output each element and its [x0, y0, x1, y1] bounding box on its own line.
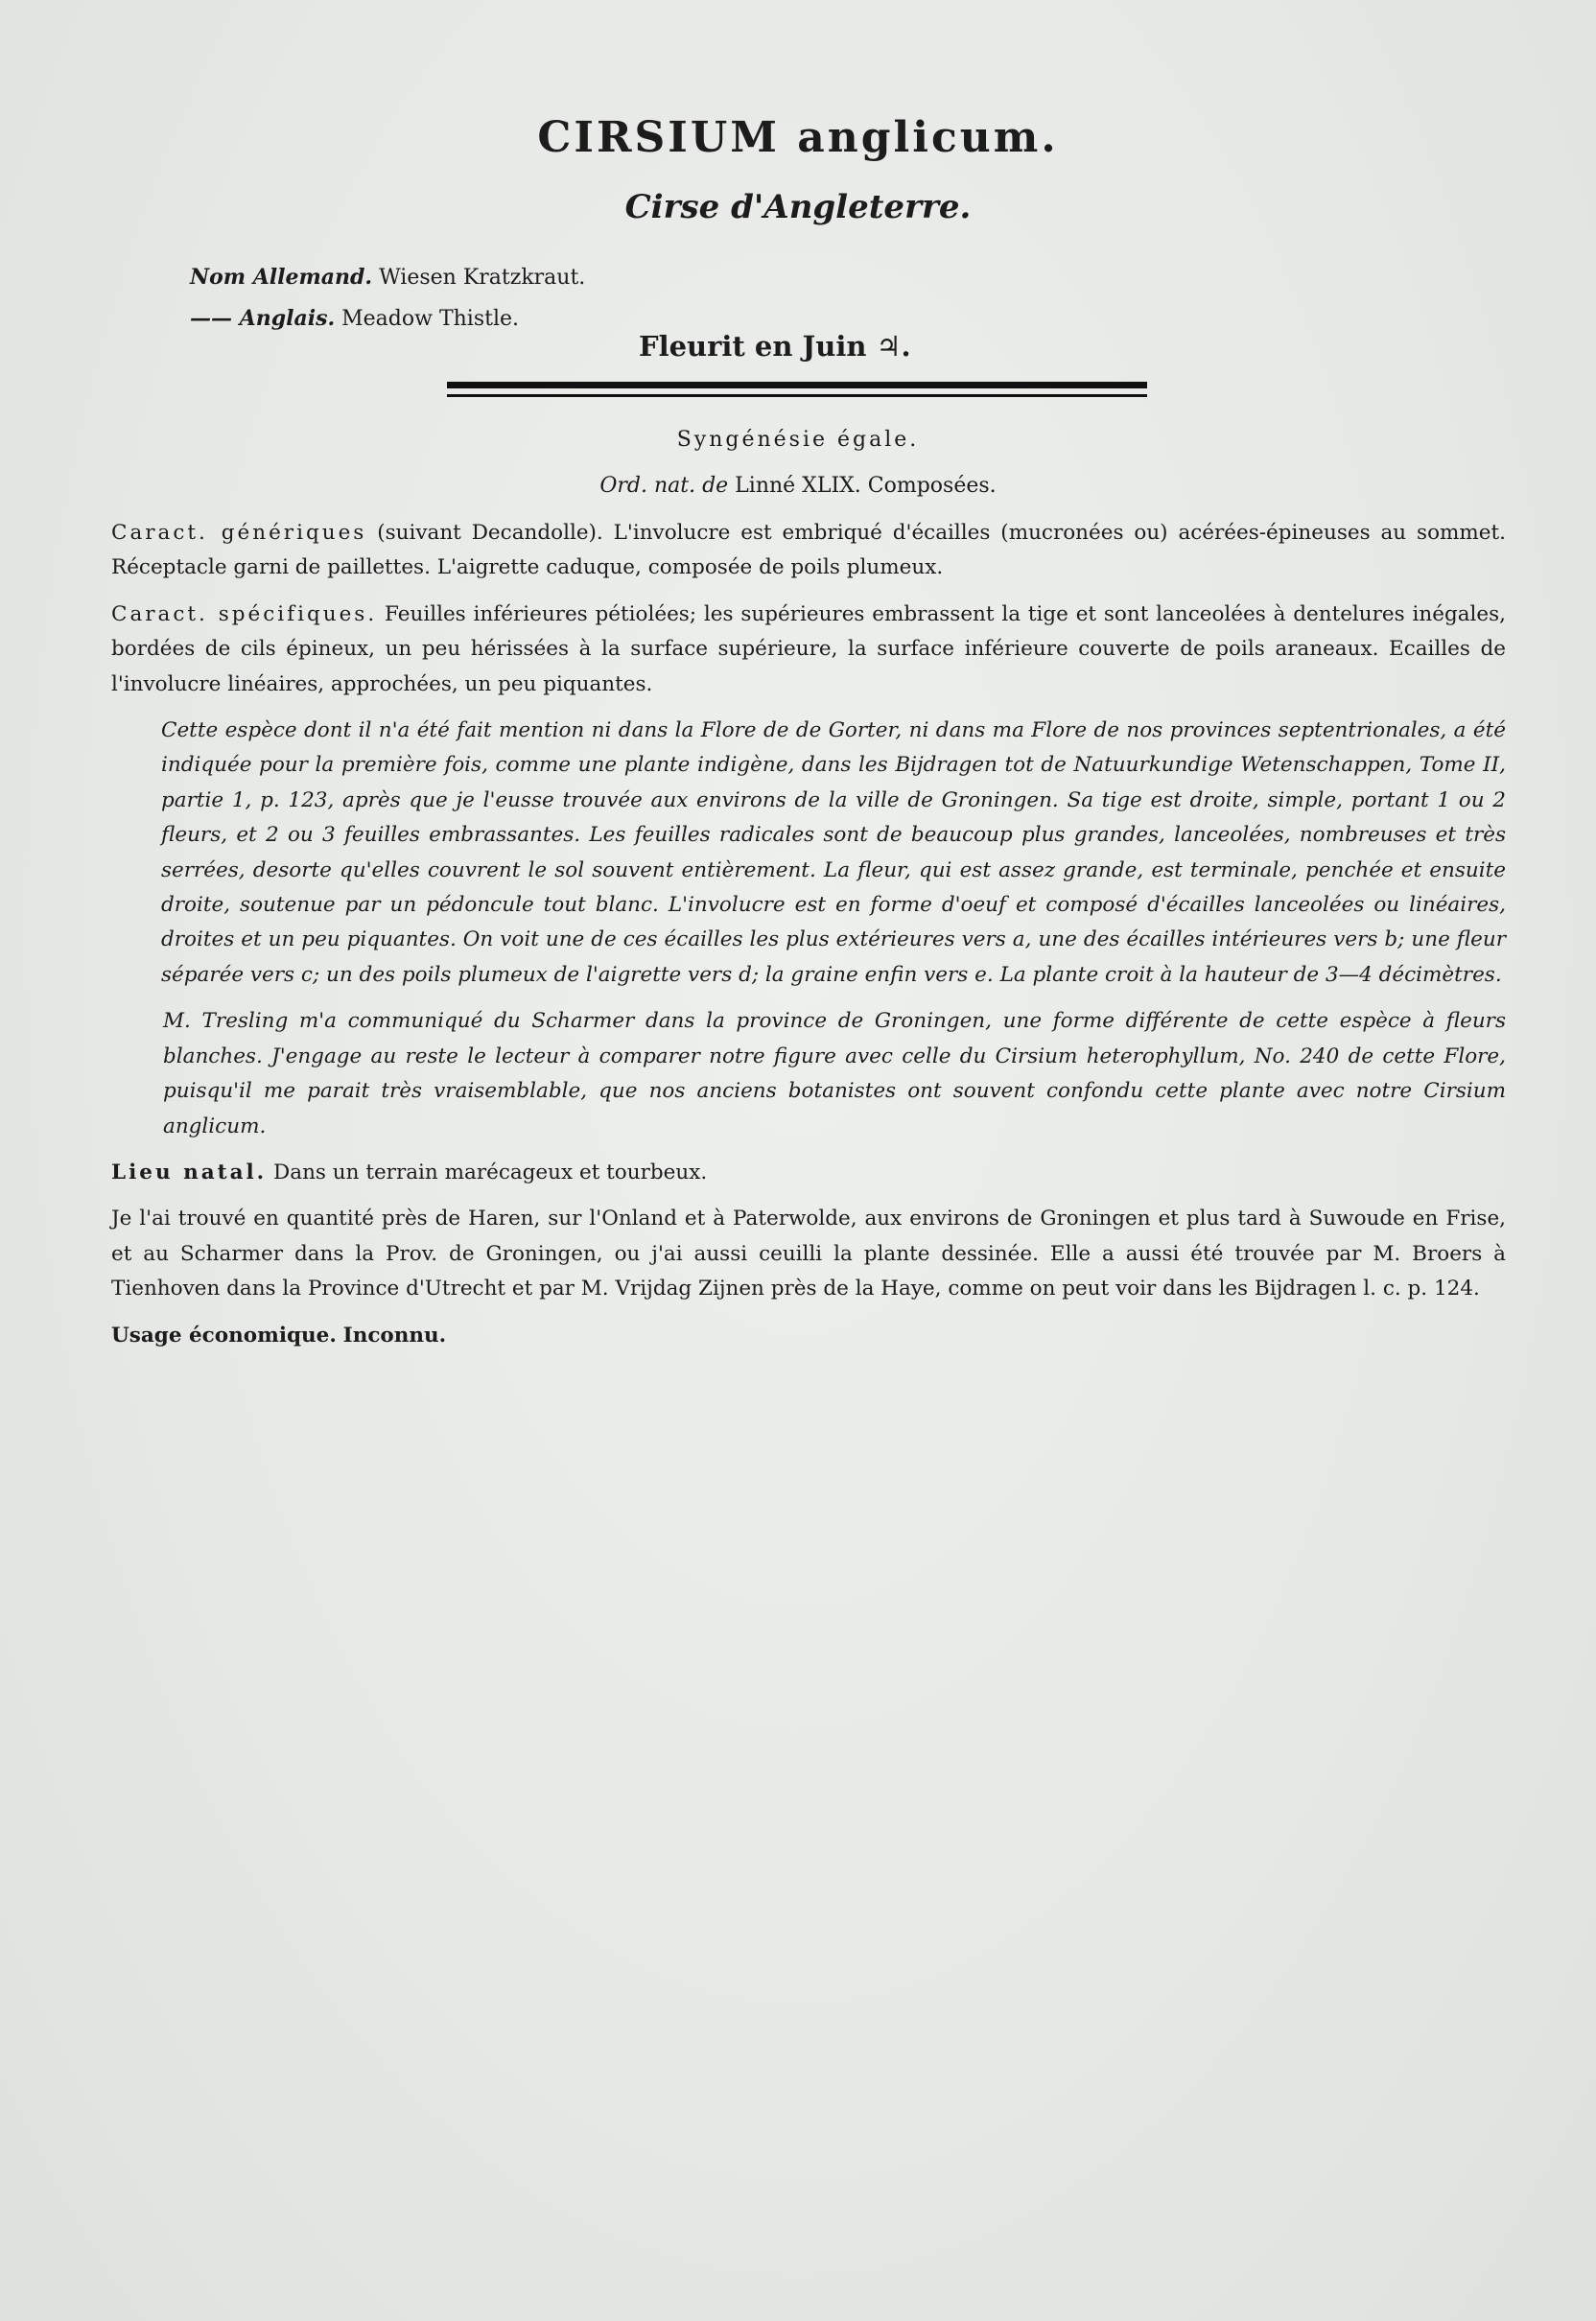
specific-characters: [111, 598, 1506, 702]
english-name-line: [190, 298, 585, 340]
generic-label: Caract. génériques: [111, 521, 367, 545]
classification-order-prefix: Ord. nat. de: [599, 474, 729, 498]
german-name: Wiesen Kratzkraut.: [379, 266, 586, 290]
german-label: Nom Allemand.: [190, 265, 373, 290]
description-paragraph: Cette espèce dont il n'a été fait mention ni dans la Flore de de Gorter, ni dans ma Flore de nos provinces septentrionales, a été indiquée pour la première fois, comme une plante indigène, dans les Bijdragen tot de Natuurkundige Wetenschappen, Tome II, partie 1, p. 123, après que je l'eusse trouvée aux environs de la ville de Groningen. Sa tige est droite, simple, portant 1 ou 2 fleurs, et 2 ou 3 feuilles embrassantes. Les feuilles radicales sont de beaucoup plus grandes, lanceolées, nombreuses et très serrées, desorte qu'elles couvrent le sol souvent entièrement. La fleur, qui est assez grande, est terminale, penchée et ensuite droite, soutenue par un pédoncule tout blanc. L'involucre est en forme d'oeuf et composé d'écailles lanceolées ou linéaires, droites et un peu piquantes. On voit une de ces écailles les plus extérieures vers a, une des écailles intérieures vers b; une fleur séparée vers c; un des poils plumeux de l'aigrette vers d; la graine enfin vers e. La plante croit à la hauteur de 3—4 décimètres.: [161, 718, 1506, 987]
common-names: [190, 257, 585, 340]
page-subtitle: Cirse d'Angleterre.: [624, 188, 972, 226]
generic-text: (suivant Decandolle). L'involucre est embriqué d'écailles (mucronées ou) acérées-épineuses au sommet. Réceptacle garni de paillettes. L'aigrette caduque, composée de poils plumeux.: [111, 521, 1506, 580]
classification-class: Syngénésie égale.: [676, 428, 920, 452]
generic-characters: [111, 516, 1506, 586]
economic-usage: [111, 1319, 1506, 1353]
specific-text: Feuilles inférieures pétiolées; les supérieures embrassent la tige et sont lanceolées à dentelures inégales, bordées de cils épineux, un peu hérissées à la surface supérieure, la surface inférieure couverte de poils araneaux. Ecailles de l'involucre linéaires, approchées, un peu piquantes.: [111, 601, 1506, 696]
flowering-period: Fleurit en Juin ♃.: [639, 330, 911, 363]
localities-paragraph: Je l'ai trouvé en quantité près de Haren, sur l'Onland et à Paterwolde, aux environs de Groningen et plus tard à Suwoude en Frise, et au Scharmer dans la Prov. de Groningen, ou j'ai aussi ceuilli la plante dessinée. Elle a aussi été trouvée par M. Broers à Tienhoven dans la Province d'Utrecht et par M. Vrijdag Zijnen près de la Haye, comme on peut voir dans les Bijdragen l. c. p. 124.: [111, 1207, 1506, 1301]
specific-label: Caract. spécifiques.: [111, 601, 378, 626]
habitat-text: Dans un terrain marécageux et tourbeux.: [273, 1160, 708, 1184]
german-name-line: [190, 257, 585, 298]
classification-order-text: Linné XLIX. Composées.: [735, 474, 997, 498]
english-label: —— Anglais.: [190, 306, 336, 331]
usage-text: Inconnu.: [342, 1323, 447, 1348]
divider-thin: [447, 394, 1147, 397]
habitat-label: Lieu natal.: [111, 1160, 268, 1184]
classification-order: [0, 474, 1596, 498]
title-species: anglicum.: [797, 113, 1059, 162]
page-title: [0, 113, 1596, 162]
usage-label: Usage économique.: [111, 1323, 337, 1348]
divider-thick: [447, 382, 1147, 388]
title-genus: CIRSIUM: [537, 113, 780, 162]
document-body: [111, 516, 1506, 1365]
tresling-paragraph: M. Tresling m'a communiqué du Scharmer dans la province de Groningen, une forme différente de cette espèce à fleurs blanches. J'engage au reste le lecteur à comparer notre figure avec celle du Cirsium heterophyllum, No. 240 de cette Flore, puisqu'il me parait très vraisemblable, que nos anciens botanistes ont souvent confondu cette plante avec notre Cirsium anglicum.: [163, 1009, 1506, 1138]
habitat: [111, 1156, 1506, 1190]
english-name: Meadow Thistle.: [341, 307, 519, 331]
